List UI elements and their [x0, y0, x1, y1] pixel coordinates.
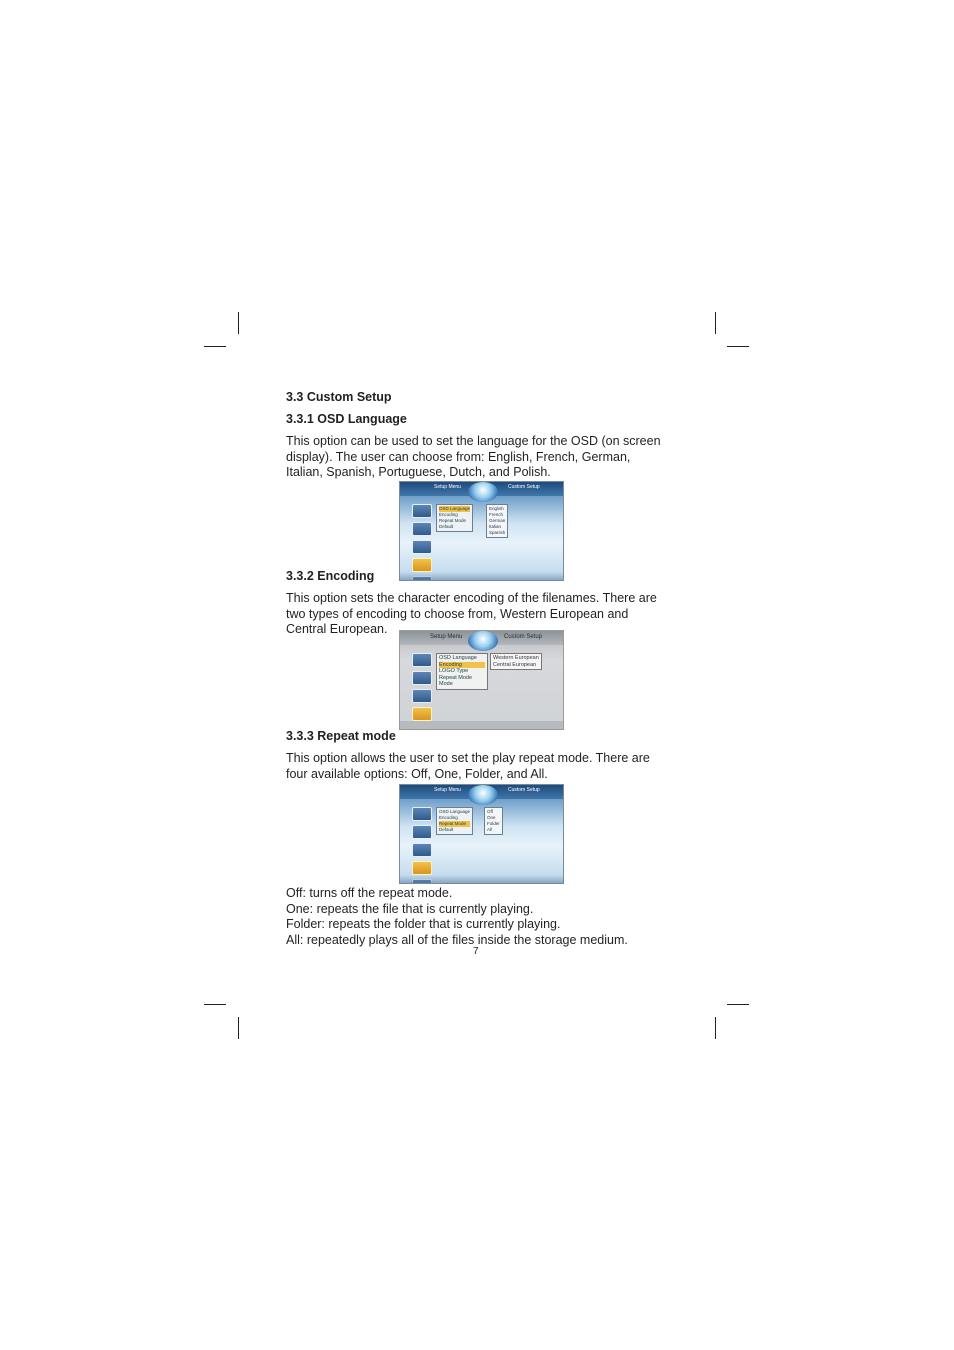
music-icon — [412, 522, 432, 536]
repeat-mode-heading: 3.3.3 Repeat mode — [286, 729, 396, 743]
submenu-item: Central European — [493, 661, 537, 668]
screen-title-right: Custom Setup — [508, 484, 540, 490]
menu-icon-rail — [412, 504, 434, 581]
menu-item: Default — [439, 524, 454, 529]
paragraph-line: This option allows the user to set the play repeat mode. There are — [286, 751, 650, 765]
submenu-item: All — [487, 827, 493, 832]
menu-item: OSD Language — [439, 809, 471, 814]
osd-language-screenshot — [399, 481, 564, 581]
repeat-option-all: All: repeatedly plays all of the files inside the storage medium. — [286, 932, 628, 947]
crop-mark — [727, 1004, 749, 1005]
paragraph-line: This option can be used to set the language for the OSD (on screen — [286, 434, 661, 448]
crop-mark — [715, 1017, 716, 1039]
repeat-mode-screenshot — [399, 784, 564, 884]
setup-icon — [412, 861, 432, 875]
submenu-item: Folder — [487, 821, 500, 826]
custom-setup-menu — [436, 807, 473, 835]
crop-mark — [204, 1004, 226, 1005]
submenu-item: Spanish — [489, 530, 506, 535]
encoding-heading: 3.3.2 Encoding — [286, 569, 375, 583]
language-submenu — [486, 504, 508, 538]
section-heading: 3.3 Custom Setup — [286, 390, 392, 404]
music-icon — [412, 671, 432, 685]
submenu-item: Off — [487, 809, 493, 814]
paragraph-line: Italian, Spanish, Portuguese, Dutch, and Polish. — [286, 465, 551, 479]
submenu-item: French — [489, 512, 504, 517]
movie-icon — [412, 540, 432, 554]
paragraph-line: display). The user can choose from: English, French, German, — [286, 449, 631, 464]
music-icon — [412, 825, 432, 839]
screen-title-right: Custom Setup — [504, 634, 543, 640]
crop-mark — [238, 312, 239, 334]
globe-icon — [468, 482, 498, 502]
menu-item: Repeat Mode — [439, 821, 470, 827]
crop-mark — [715, 312, 716, 334]
menu-item: Encoding — [439, 815, 458, 820]
photo-icon — [412, 807, 432, 821]
screen-footer — [400, 572, 563, 580]
screen-footer — [400, 875, 563, 883]
screen-title-left: Setup Menu — [434, 484, 461, 490]
photo-icon — [412, 504, 432, 518]
repeat-mode-paragraph — [286, 751, 678, 782]
repeat-options-list — [286, 886, 678, 948]
repeat-submenu — [484, 807, 503, 835]
paragraph-line: This option sets the character encoding of the filenames. There are — [286, 591, 657, 605]
crop-mark — [727, 346, 749, 347]
encoding-screenshot — [399, 630, 564, 730]
menu-icon-rail — [412, 807, 434, 884]
menu-item: Repeat Mode — [439, 674, 473, 681]
repeat-option-one: One: repeats the file that is currently playing. — [286, 901, 534, 916]
globe-icon — [468, 785, 498, 805]
submenu-item: Italian — [489, 524, 502, 529]
paragraph-line: Central European. — [286, 622, 388, 636]
menu-item: Encoding — [439, 662, 485, 669]
menu-item: Repeat Mode — [439, 518, 467, 523]
submenu-item: Western European — [493, 655, 539, 661]
menu-icon-rail — [412, 653, 434, 730]
repeat-option-folder: Folder: repeats the folder that is currently playing. — [286, 917, 561, 931]
movie-icon — [412, 689, 432, 703]
paragraph-line: four available options: Off, One, Folder, and All. — [286, 766, 548, 781]
setup-icon — [412, 707, 432, 721]
screen-title-left: Setup Menu — [434, 787, 461, 793]
menu-item: LOGO Type — [439, 668, 469, 674]
menu-item: OSD Language — [439, 506, 471, 511]
menu-item: Mode — [439, 681, 453, 687]
globe-icon — [468, 631, 498, 651]
custom-setup-menu — [436, 504, 473, 532]
submenu-item: German — [489, 518, 506, 523]
osd-language-heading: 3.3.1 OSD Language — [286, 412, 407, 426]
crop-mark — [204, 346, 226, 347]
menu-item: Encoding — [439, 512, 458, 517]
screen-title-right: Custom Setup — [508, 787, 540, 793]
paragraph-line: two types of encoding to choose from, Western European and — [286, 606, 629, 621]
encoding-submenu — [490, 653, 542, 670]
repeat-option-off: Off: turns off the repeat mode. — [286, 886, 453, 900]
submenu-item: One — [487, 815, 496, 820]
menu-item: Default — [439, 827, 454, 832]
screen-footer — [400, 721, 563, 729]
menu-item: OSD Language — [439, 655, 477, 661]
screen-title-left: Setup Menu — [430, 634, 463, 640]
setup-icon — [412, 558, 432, 572]
osd-language-paragraph — [286, 434, 678, 481]
page-number: 7 — [473, 946, 479, 957]
movie-icon — [412, 843, 432, 857]
submenu-item: English — [489, 506, 504, 511]
photo-icon — [412, 653, 432, 667]
custom-setup-menu — [436, 653, 488, 690]
crop-mark — [238, 1017, 239, 1039]
